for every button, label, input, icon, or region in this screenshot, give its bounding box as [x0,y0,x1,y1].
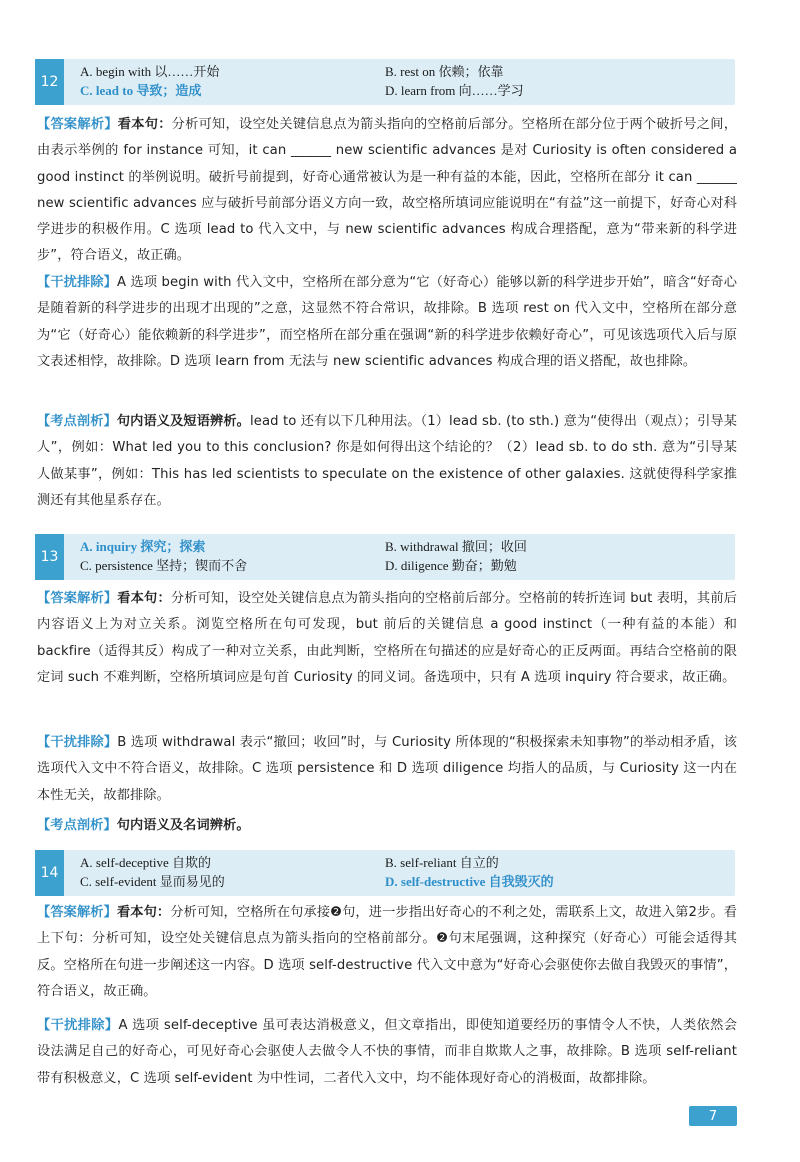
question-12-options [35,59,735,105]
distractor-elimination [37,1013,737,1092]
section-lead: 看本句： [117,591,171,606]
section-tag: 【干扰排除】 [37,735,118,750]
section-tag: 【干扰排除】 [37,275,118,290]
page-number: 7 [689,1106,737,1126]
option-c-correct: C. lead to 导致；造成 [80,83,202,98]
option-c: C. persistence 坚持；锲而不舍 [80,558,248,573]
option-d-correct: D. self-destructive 自我毁灭的 [385,874,554,889]
answer-analysis [37,586,737,691]
section-lead: 句内语义及名词辨析。 [116,818,250,833]
option-d: D. learn from 向……学习 [385,83,524,98]
exam-point-analysis [37,409,737,514]
section-body: 分析可知，空格所在句承接❷句，进一步指出好奇心的不利之处，需联系上文，故进入第2步。看上下句：分析可知，设空处关键信息点为箭头指向的空格前部分。❷句末尾强调，这种探究（好奇心）可能会适得其反。空格所在句进一步阐述这一内容。D 选项 self-destructive 代入文中意为“好奇心会驱使你去做自我毁灭的事情”，符合语义，故正确。 [37,905,737,999]
section-body: 分析可知，设空处关键信息点为箭头指向的空格前后部分。空格前的转折连词 but 表明，其前后内容语义上为对立关系。浏览空格所在句可发现，but 前后的关键信息 a good instinct（一种有益的本能）和 backfire（适得其反）构成了一种对立关系，由此判断，空格所在句描述的应是好奇心的正反两面。再结合空格前的限定词 such 不难判断，空格所填词应是句首 Curiosity 的同义词。备选项中，只有 A 选项 inquiry 符合要求，故正确。 [37,591,737,685]
answer-analysis [37,112,737,270]
option-b: B. withdrawal 撤回；收回 [385,539,527,554]
section-tag: 【答案解析】 [37,117,118,132]
section-tag: 【干扰排除】 [37,1018,119,1033]
section-body: 分析可知，设空处关键信息点为箭头指向的空格前后部分。空格所在部分位于两个破折号之间，由表示举例的 for instance 可知，it can ______ new scientific advances 是对 Curiosity is often considered a good instinct 的举例说明。破折号前提到，好奇心通常被认为是一种有益的本能，因此，空格所在部分 it can ______ new scientific advances 应与破折号前部分语义方向一致，故空格所填词应能说明在“有益”这一前提下，好奇心对科学进步的积极作用。C 选项 lead to 代入文中，与 new scientific advances 构成合理搭配，意为“带来新的科学进步”，符合语义，故正确。 [37,117,737,264]
distractor-elimination [37,270,737,375]
option-b: B. rest on 依赖；依靠 [385,64,504,79]
question-number: 14 [35,850,64,896]
question-number: 12 [35,59,64,105]
answer-analysis [37,900,737,1005]
question-number: 13 [35,534,64,580]
option-b: B. self-reliant 自立的 [385,855,499,870]
option-c: C. self-evident 显而易见的 [80,874,225,889]
section-tag: 【考点剖析】 [37,414,117,429]
option-a: A. begin with 以……开始 [80,64,220,79]
question-14-options [35,850,735,896]
question-13-options [35,534,735,580]
option-a: A. self-deceptive 自欺的 [80,855,212,870]
section-body: A 选项 self-deceptive 虽可表达消极意义，但文章指出，即使知道要经历的事情令人不快，人类依然会设法满足自己的好奇心，可见好奇心会驱使人去做令人不快的事情，而非自欺欺人之事，故排除。B 选项 self-reliant 带有积极意义，C 选项 self-evident 为中性词，二者代入文中，均不能体现好奇心的消极面，故都排除。 [37,1018,737,1086]
section-lead: 句内语义及短语辨析。 [116,414,250,429]
section-lead: 看本句： [117,117,172,132]
section-body: lead to 还有以下几种用法。（1）lead sb. (to sth.) 意为“使得出（观点）；引导某人”，例如：What led you to this conclusion? 你是如何得出这个结论的？（2）lead sb. to do sth. 意为“引导某人做某事”，例如：This has led scientists to speculate on the existence of other galaxies. 这就使得科学家推测还有其他星系存在。 [37,414,737,508]
section-body: B 选项 withdrawal 表示“撤回；收回”时，与 Curiosity 所体现的“积极探索未知事物”的举动相矛盾，该选项代入文中不符合语义，故排除。C 选项 persistence 和 D 选项 diligence 均指人的品质，与 Curiosity 这一内在本性无关，故都排除。 [37,735,737,803]
option-d: D. diligence 勤奋；勤勉 [385,558,517,573]
exam-point-analysis [37,813,737,839]
distractor-elimination [37,730,737,809]
section-body: A 选项 begin with 代入文中，空格所在部分意为“它（好奇心）能够以新的科学进步开始”，暗含“好奇心是随着新的科学进步的出现才出现的”之意，这显然不符合常识，故排除。B 选项 rest on 代入文中，空格所在部分意为“它（好奇心）能依赖新的科学进步”，而空格所在部分重在强调“新的科学进步依赖好奇心”，可见该选项代入后与原文表述相悖，故排除。D 选项 learn from 无法与 new scientific advances 构成合理的语义搭配，故也排除。 [37,275,737,369]
section-tag: 【答案解析】 [37,591,118,606]
option-a-correct: A. inquiry 探究；探索 [80,539,206,554]
section-lead: 看本句： [116,905,171,920]
section-tag: 【考点剖析】 [37,818,117,833]
section-tag: 【答案解析】 [37,905,117,920]
